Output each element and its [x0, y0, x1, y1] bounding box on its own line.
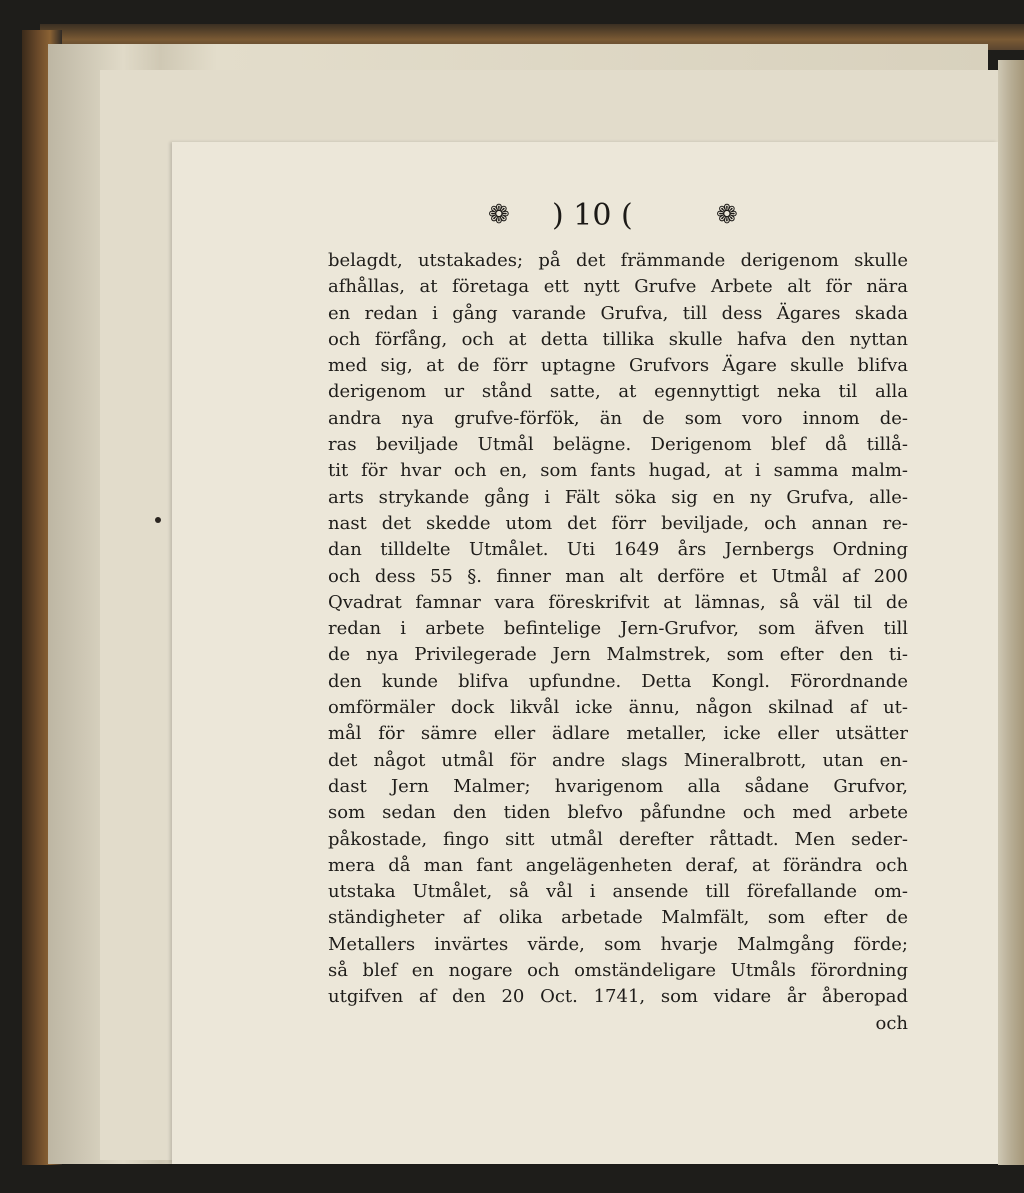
text-line: utstaka Utmålet, så vål i ansende till förefallande om- — [328, 881, 908, 903]
text-line: afhållas, at företaga ett nytt Grufve Arbete alt för nära — [328, 276, 908, 298]
text-line: arts strykande gång i Fält söka sig en ny Grufva, alle- — [328, 486, 908, 508]
catchword: och — [875, 1012, 908, 1034]
text-line: den kunde blifva upfundne. Detta Kongl. Förordnande — [328, 670, 908, 692]
page-header — [484, 198, 754, 242]
flower-ornament-icon: ❁ — [488, 200, 510, 230]
text-line: derigenom ur stånd satte, at egennyttigt neka til alla — [328, 381, 908, 403]
text-line: dan tilldelte Utmålet. Uti 1649 års Jernbergs Ordning — [328, 539, 908, 561]
facing-page-edge — [998, 60, 1024, 1165]
page-number: ) 10 ( — [552, 198, 633, 233]
text-line: och förfång, och at detta tillika skulle hafva den nyttan — [328, 328, 908, 350]
text-line: mål för sämre eller ädlare metaller, icke eller utsätter — [328, 723, 908, 745]
body-text — [328, 248, 908, 1037]
text-line: Metallers invärtes värde, som hvarje Malmgång förde; — [328, 933, 908, 955]
text-line: ständigheter af olika arbetade Malmfält, som efter de — [328, 907, 908, 929]
text-line: det något utmål för andre slags Mineralbrott, utan en- — [328, 749, 908, 771]
text-line: påkostade, fingo sitt utmål derefter råttadt. Men seder- — [328, 828, 908, 850]
text-line: utgifven af den 20 Oct. 1741, som vidare år åberopad — [328, 986, 908, 1008]
text-line: en redan i gång varande Grufva, till dess Ägares skada — [328, 302, 908, 324]
text-line: Qvadrat famnar vara föreskrifvit at lämnas, så väl til de — [328, 591, 908, 613]
text-line: mera då man fant angelägenheten deraf, at förändra och — [328, 854, 908, 876]
text-line: redan i arbete befintelige Jern-Grufvor, som äfven till — [328, 618, 908, 640]
text-line: så blef en nogare och omständeligare Utmåls förordning — [328, 960, 908, 982]
text-line: tit för hvar och en, som fants hugad, at i samma malm- — [328, 460, 908, 482]
text-line: belagdt, utstakades; på det främmande derigenom skulle — [328, 250, 908, 271]
flower-ornament-icon: ❁ — [716, 200, 738, 230]
text-line: ras beviljade Utmål belägne. Derigenom blef då tillå- — [328, 434, 908, 456]
text-line: som sedan den tiden blefvo påfundne och med arbete — [328, 802, 908, 824]
text-line: nast det skedde utom det förr beviljade, och annan re- — [328, 512, 908, 534]
text-line: andra nya grufve-förfök, än de som voro innom de- — [328, 407, 908, 429]
text-line: de nya Privilegerade Jern Malmstrek, som efter den ti- — [328, 644, 908, 666]
text-line: med sig, at de förr uptagne Grufvors Ägare skulle blifva — [328, 355, 908, 377]
text-line: omförmäler dock likvål icke ännu, någon skilnad af ut- — [328, 697, 908, 719]
text-line: dast Jern Malmer; hvarigenom alla sådane Grufvor, — [328, 775, 908, 797]
ink-dot — [155, 517, 161, 523]
text-line: och dess 55 §. finner man alt derföre et Utmål af 200 — [328, 565, 908, 587]
